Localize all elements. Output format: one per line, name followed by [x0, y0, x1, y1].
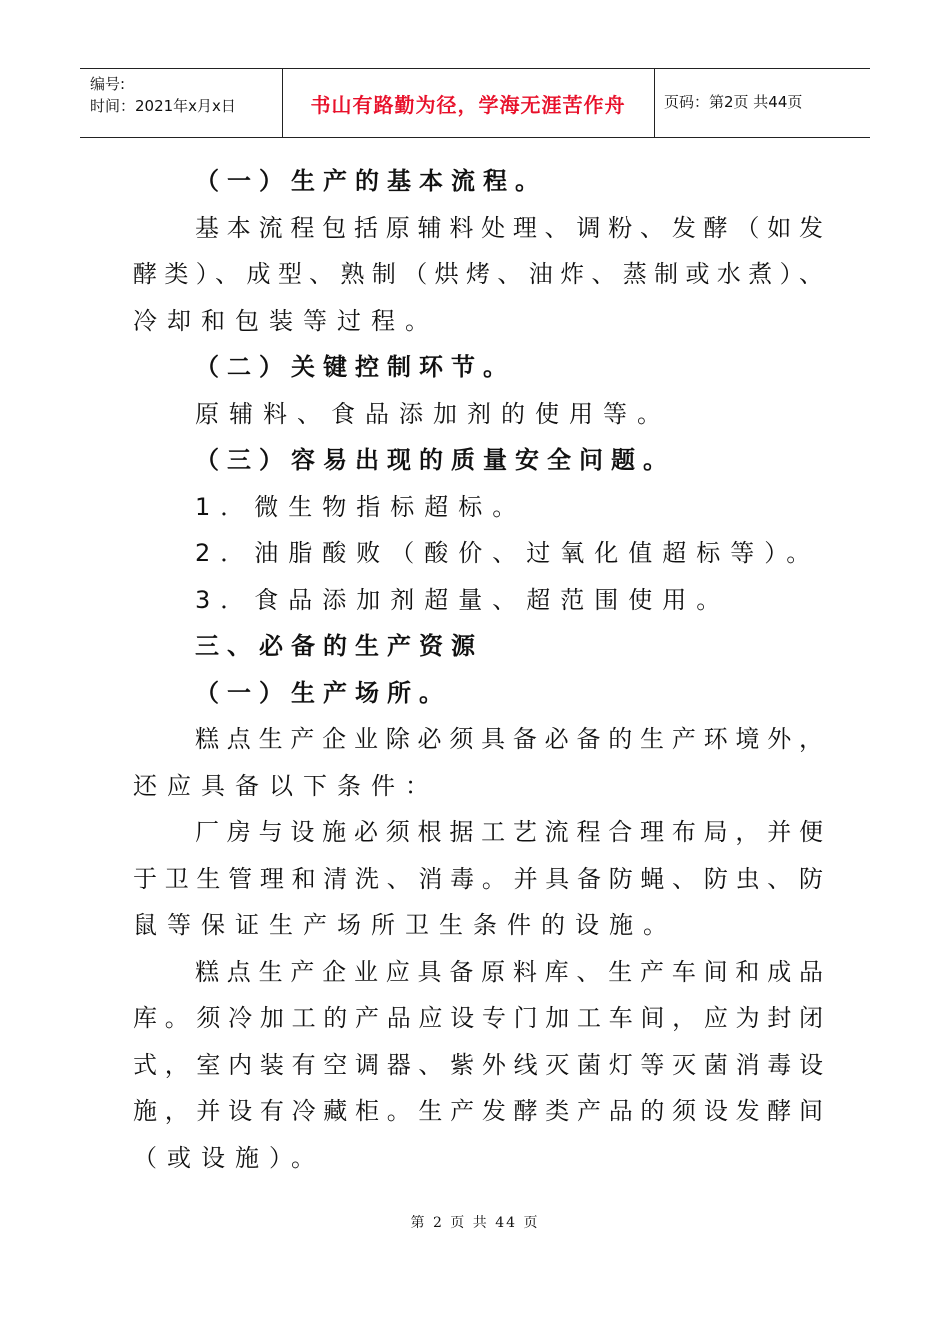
paragraph-line: 还应具备以下条件：: [133, 771, 439, 800]
chapter-heading: 三、必备的生产资源: [195, 632, 483, 660]
header-page-info: 页码：第2页 共44页: [664, 93, 803, 111]
list-item: 1．微生物指标超标。: [195, 492, 527, 521]
header-motto: 书山有路勤为径，学海无涯苦作舟: [310, 92, 626, 117]
section-heading: （一）生产的基本流程。: [195, 167, 547, 195]
document-date: 时间：2021年x月x日: [90, 97, 236, 115]
section-heading: （三）容易出现的质量安全问题。: [195, 446, 675, 474]
paragraph-line: 冷却和包装等过程。: [133, 306, 439, 335]
paragraph-line: 于卫生管理和清洗、消毒。并具备防蝇、防虫、防: [133, 864, 823, 893]
paragraph-line: 糕点生产企业除必须具备必备的生产环境外，: [195, 725, 823, 753]
paragraph-line: 糕点生产企业应具备原料库、生产车间和成品: [195, 957, 823, 986]
paragraph-line: （或设施）。: [133, 1143, 325, 1172]
paragraph-line: 施，并设有冷藏柜。生产发酵类产品的须设发酵间: [133, 1097, 823, 1125]
document-body: [133, 158, 823, 1181]
section-heading: （一）生产场所。: [195, 678, 451, 707]
paragraph-line: 鼠等保证生产场所卫生条件的设施。: [133, 911, 677, 939]
header-meta: [90, 73, 236, 117]
paragraph-line: 库。须冷加工的产品应设专门加工车间，应为封闭: [133, 1004, 823, 1032]
paragraph-line: 厂房与设施必须根据工艺流程合理布局，并便: [195, 818, 823, 846]
page-header: [80, 68, 870, 138]
paragraph-line: 式，室内装有空调器、紫外线灭菌灯等灭菌消毒设: [133, 1050, 823, 1079]
paragraph-line: 基本流程包括原辅料处理、调粉、发酵（如发: [195, 213, 823, 242]
header-divider: [654, 69, 655, 137]
paragraph-line: 原辅料、食品添加剂的使用等。: [195, 399, 671, 428]
document-number-label: 编号:: [90, 75, 126, 93]
section-heading: （二）关键控制环节。: [195, 353, 515, 381]
list-item: 2．油脂酸败（酸价、过氧化值超标等）。: [195, 539, 821, 567]
list-item: 3．食品添加剂超量、超范围使用。: [195, 585, 731, 614]
paragraph-line: 酵类）、成型、熟制（烘烤、油炸、蒸制或水煮）、: [133, 260, 823, 288]
page-footer: 第 2 页 共 44 页: [410, 1215, 540, 1231]
